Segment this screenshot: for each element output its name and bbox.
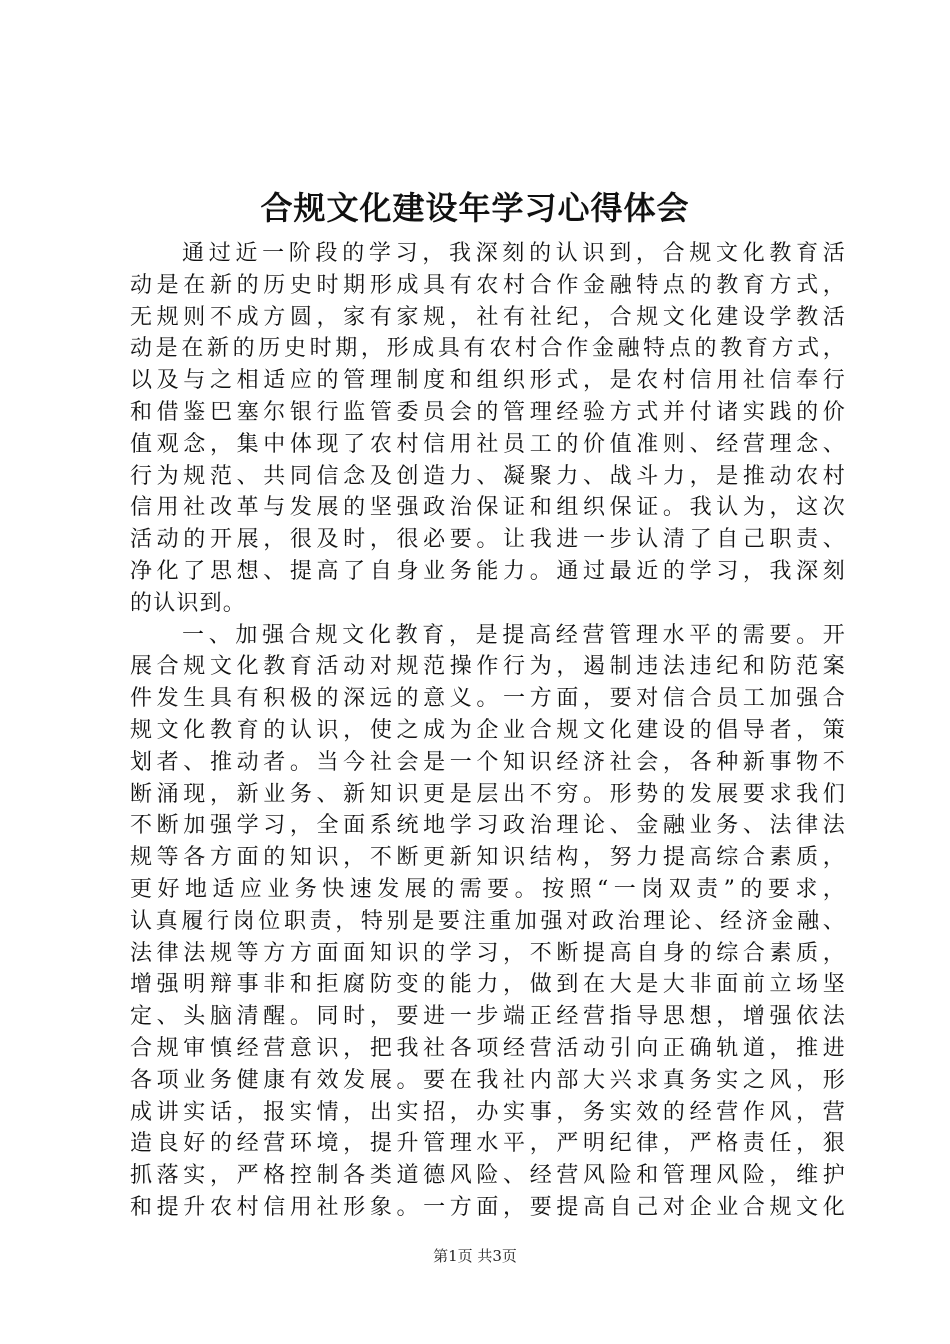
text-line: 和提升农村信用社形象。一方面，要提高自己对企业合规文化 (130, 1194, 846, 1220)
text-line: 不断加强学习，全面系统地学习政治理论、金融业务、法律法 (130, 813, 846, 839)
text-line: 划者、推动者。当今社会是一个知识经济社会，各种新事物不 (130, 749, 846, 775)
document-title: 合规文化建设年学习心得体会 (260, 189, 690, 227)
document-body (130, 238, 846, 1224)
text-line: 规文化教育的认识，使之成为企业合规文化建设的倡导者，策 (130, 717, 846, 743)
text-line: 值观念，集中体现了农村信用社员工的价值准则、经营理念、 (130, 431, 846, 457)
text-line: 动是在新的历史时期，形成具有农村合作金融特点的教育方式， (130, 336, 846, 362)
text-line: 和借鉴巴塞尔银行监管委员会的管理经验方式并付诸实践的价 (130, 399, 846, 425)
text-line: 造良好的经营环境，提升管理水平，严明纪律，严格责任，狠 (130, 1131, 846, 1157)
text-line: 以及与之相适应的管理制度和组织形式，是农村信用社信奉行 (130, 368, 846, 394)
text-line: 法律法规等方方面面知识的学习，不断提高自身的综合素质， (130, 940, 846, 966)
text-line: 抓落实，严格控制各类道德风险、经营风险和管理风险，维护 (130, 1163, 846, 1189)
text-line: 成讲实话，报实情，出实招，办实事，务实效的经营作风，营 (130, 1099, 846, 1125)
text-line: 断涌现，新业务、新知识更是层出不穷。形势的发展要求我们 (130, 781, 846, 807)
text-line: 合规审慎经营意识，把我社各项经营活动引向正确轨道，推进 (130, 1035, 846, 1061)
text-line: 信用社改革与发展的坚强政治保证和组织保证。我认为，这次 (130, 495, 846, 521)
text-line: 活动的开展，很及时，很必要。让我进一步认清了自己职责、 (130, 527, 846, 553)
text-line: 更好地适应业务快速发展的需要。按照“一岗双责”的要求， (130, 876, 846, 902)
text-line: 展合规文化教育活动对规范操作行为，遏制违法违纪和防范案 (130, 654, 846, 680)
text-line: 各项业务健康有效发展。要在我社内部大兴求真务实之风，形 (130, 1067, 846, 1093)
text-line: 增强明辩事非和拒腐防变的能力，做到在大是大非面前立场坚 (130, 972, 846, 998)
text-line: 规等各方面的知识，不断更新知识结构，努力提高综合素质， (130, 845, 846, 871)
text-line: 行为规范、共同信念及创造力、凝聚力、战斗力，是推动农村 (130, 463, 846, 489)
text-line: 一、加强合规文化教育，是提高经营管理水平的需要。开 (182, 622, 846, 648)
text-line: 定、头脑清醒。同时，要进一步端正经营指导思想，增强依法 (130, 1004, 846, 1030)
text-line: 认真履行岗位职责，特别是要注重加强对政治理论、经济金融、 (130, 908, 846, 934)
text-line: 净化了思想、提高了自身业务能力。通过最近的学习，我深刻 (130, 558, 846, 584)
text-line: 的认识到。 (130, 590, 247, 616)
text-line: 件发生具有积极的深远的意义。一方面，要对信合员工加强合 (130, 686, 846, 712)
text-line: 无规则不成方圆，家有家规，社有社纪，合规文化建设学教活 (130, 304, 846, 330)
text-line: 动是在新的历史时期形成具有农村合作金融特点的教育方式， (130, 272, 846, 298)
page-footer: 第1页 共3页 (433, 1247, 517, 1265)
text-line: 通过近一阶段的学习，我深刻的认识到，合规文化教育活 (182, 241, 846, 266)
